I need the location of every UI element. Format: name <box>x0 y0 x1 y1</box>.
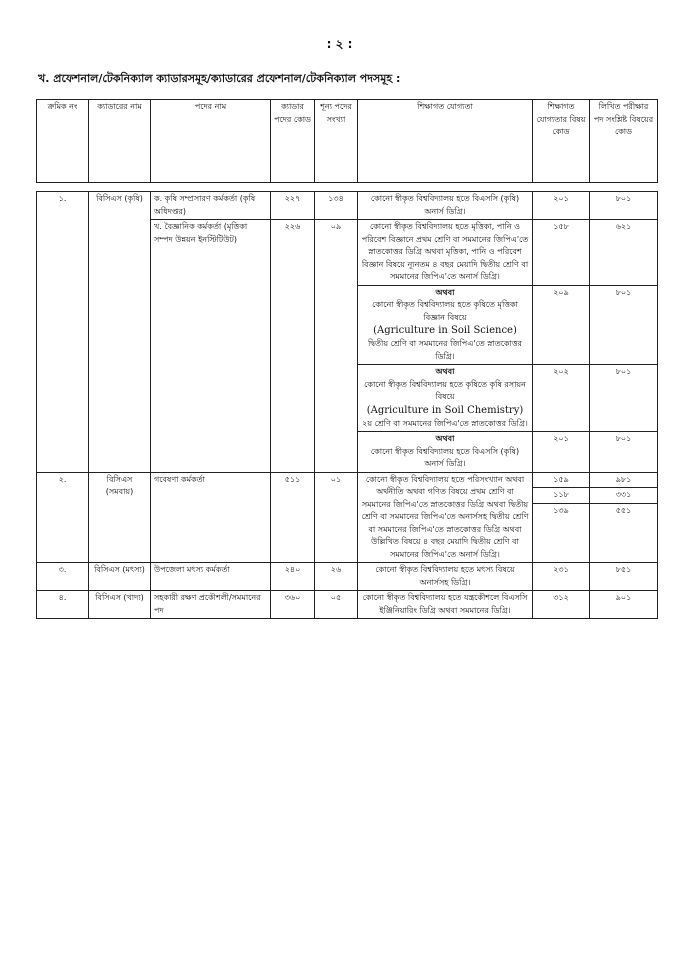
header-serial: ক্রমিক নং <box>37 100 89 183</box>
qualification-text: ২য় শ্রেণি বা সমমানের জিপিএ'তে স্নাতকোত্তর ডিগ্রি। <box>362 418 528 428</box>
serial-cell: ৪. <box>37 591 89 619</box>
header-post-name: পদের নাম <box>151 100 271 183</box>
qualification-cell <box>358 432 533 473</box>
qualification-latin: (Agriculture in Soil Chemistry) <box>366 404 524 416</box>
header-cadre-name: ক্যাডারের নাম <box>89 100 151 183</box>
post-cell: সহকারী রক্ষণ প্রকৌশলী/সমমানের পদ <box>151 591 271 619</box>
serial-cell: ১. <box>37 192 89 473</box>
cadre-cell: বিসিএস (কৃষি) <box>89 192 151 473</box>
exam-code-cell: ৬২১ <box>590 220 658 286</box>
section-heading: খ. প্রফেশনাল/টেকনিক্যাল ক্যাডারসমূহ/ক্যাডারের প্রফেশনাল/টেকনিক্যাল পদসমূহ : <box>38 72 401 85</box>
cadre-table <box>36 99 658 619</box>
qualification-cell: কোনো স্বীকৃত বিশ্ববিদ্যালয় হতে পরিসংখ্যান অথবা অর্থনীতি অথবা গণিত বিষয়ে প্রথম শ্রেণি বা সমমানের জিপিএ'তে স্নাতকোত্তর ডিগ্রি অথবা দ্বিতীয় শ্রেণি বা সমমানের জিপিএ'তে অনার্সসহ দ্বিতীয় শ্রেণি বা সমমানের জিপিএ'তে স্নাতকোত্তর ডিগ্রি অথবা উল্লিখিত বিষয়ে ৪ বছর মেয়াদি দ্বিতীয় শ্রেণি বা সমমানের জিপিএ'তে অনার্স ডিগ্রি। <box>358 472 533 563</box>
subject-code: ১৫৯ <box>553 474 569 484</box>
subject-code-cell: ২০১ <box>533 192 590 220</box>
subject-code-cell: ৩১২ <box>533 591 590 619</box>
subject-code-cell <box>533 472 590 563</box>
code-cell: ৩৬০ <box>271 591 315 619</box>
header-subject-code: শিক্ষাগত যোগ্যতার বিষয় কোড <box>533 100 590 183</box>
code-cell: ৫১১ <box>271 472 315 563</box>
exam-code-cell: ৮০১ <box>590 285 658 365</box>
post-cell: উপজেলা মৎস্য কর্মকর্তা <box>151 563 271 591</box>
or-label: অথবা <box>435 287 455 297</box>
exam-code: ৫৫১ <box>590 503 657 519</box>
qualification-cell: কোনো স্বীকৃত বিশ্ববিদ্যালয় হতে মৃত্তিকা, পানি ও পরিবেশ বিজ্ঞানে প্রথম শ্রেণি বা সমমানের জিপিএ'তে স্নাতকোত্তর ডিগ্রি অথবা মৃত্তিকা, পানি ও পরিবেশ বিজ্ঞান বিষয়ে ন্যূনতম ৪ বছর মেয়াদি দ্বিতীয় শ্রেণি বা সমমানের জিপিএ'তে অনার্স ডিগ্রি। <box>358 220 533 286</box>
qualification-text: কোনো স্বীকৃত বিশ্ববিদ্যালয় হতে কৃষিতে মৃত্তিকা বিজ্ঞান বিষয়ে <box>372 300 518 322</box>
page-number: : ২ : <box>326 37 353 51</box>
table-row <box>37 591 658 619</box>
cadre-cell: বিসিএস (সমবায়) <box>89 472 151 563</box>
cadre-cell: বিসিএস (মৎস্য) <box>89 563 151 591</box>
vacancy-cell: ২৬ <box>315 563 358 591</box>
qualification-cell: কোনো স্বীকৃত বিশ্ববিদ্যালয় হতে বিএসসি (কৃষি) অনার্স ডিগ্রি। <box>358 192 533 220</box>
subject-code-cell: ২০২ <box>533 365 590 432</box>
subject-code-cell: ২০৯ <box>533 285 590 365</box>
exam-code-cell: ৮০১ <box>590 365 658 432</box>
post-cell: খ. বৈজ্ঞানিক কর্মকর্তা (মৃত্তিকা সম্পদ উন্নয়ন ইনস্টিটিউট) <box>151 220 271 473</box>
header-exam-code: লিখিত পরীক্ষার পদ সংশ্লিষ্ট বিষয়ের কোড <box>590 100 658 183</box>
table-row <box>37 563 658 591</box>
cadre-cell: বিসিএস (খাদ্য) <box>89 591 151 619</box>
code-cell: ২২৬ <box>271 220 315 473</box>
exam-code-cell: ৮৫১ <box>590 563 658 591</box>
exam-code: ৩৩১ <box>590 487 657 503</box>
vacancy-cell: ০১ <box>315 472 358 563</box>
header-qualification: শিক্ষাগত যোগ্যতা <box>358 100 533 183</box>
header-vacancy: শূন্য পদের সংখ্যা <box>315 100 358 183</box>
post-cell: গবেষণা কর্মকর্তা <box>151 472 271 563</box>
qualification-cell <box>358 365 533 432</box>
subject-code-cell: ২০১ <box>533 432 590 473</box>
qualification-cell: কোনো স্বীকৃত বিশ্ববিদ্যালয় হতে যন্ত্রকৌশলে বিএসসি ইঞ্জিনিয়ারিং ডিগ্রি অথবা সমমানের ডিগ্রি। <box>358 591 533 619</box>
table-row <box>37 472 658 563</box>
exam-code-cell: ৮০১ <box>590 432 658 473</box>
post-cell: ক. কৃষি সম্প্রসারণ কর্মকর্তা (কৃষি অধিদপ্তর) <box>151 192 271 220</box>
serial-cell: ২. <box>37 472 89 563</box>
subject-code-cell: ১৫৮ <box>533 220 590 286</box>
vacancy-cell: ১৩৪ <box>315 192 358 220</box>
qualification-text: দ্বিতীয় শ্রেণি বা সমমানের জিপিএ'তে স্নাতকোত্তর ডিগ্রি। <box>368 339 522 361</box>
exam-code: ৯৮১ <box>615 474 632 484</box>
qualification-cell: কোনো স্বীকৃত বিশ্ববিদ্যালয় হতে মৎস্য বিষয়ে অনার্সসহ ডিগ্রি। <box>358 563 533 591</box>
subject-code: ১৩৯ <box>533 503 589 519</box>
exam-code-cell: ৯০১ <box>590 591 658 619</box>
subject-code-cell: ২৩১ <box>533 563 590 591</box>
qualification-text: কোনো স্বীকৃত বিশ্ববিদ্যালয় হতে বিএসসি (কৃষি) অনার্স ডিগ্রি। <box>370 446 520 468</box>
table-header-row <box>37 100 658 183</box>
subject-code: ১১৮ <box>533 487 589 503</box>
serial-cell: ৩. <box>37 563 89 591</box>
exam-code-cell <box>590 472 658 563</box>
qualification-latin: (Agriculture in Soil Science) <box>373 325 517 336</box>
code-cell: ২২৭ <box>271 192 315 220</box>
qualification-text: কোনো স্বীকৃত বিশ্ববিদ্যালয় হতে কৃষিতে কৃষি রসায়ন বিষয়ে <box>364 379 526 401</box>
or-label: অথবা <box>435 434 455 443</box>
code-cell: ২৪০ <box>271 563 315 591</box>
vacancy-cell: ০৫ <box>315 591 358 619</box>
or-label: অথবা <box>435 367 455 376</box>
header-cadre-code: ক্যাডার পদের কোড <box>271 100 315 183</box>
vacancy-cell: ০৯ <box>315 220 358 473</box>
qualification-cell <box>358 285 533 365</box>
exam-code-cell: ৮০১ <box>590 192 658 220</box>
table-row <box>37 192 658 220</box>
